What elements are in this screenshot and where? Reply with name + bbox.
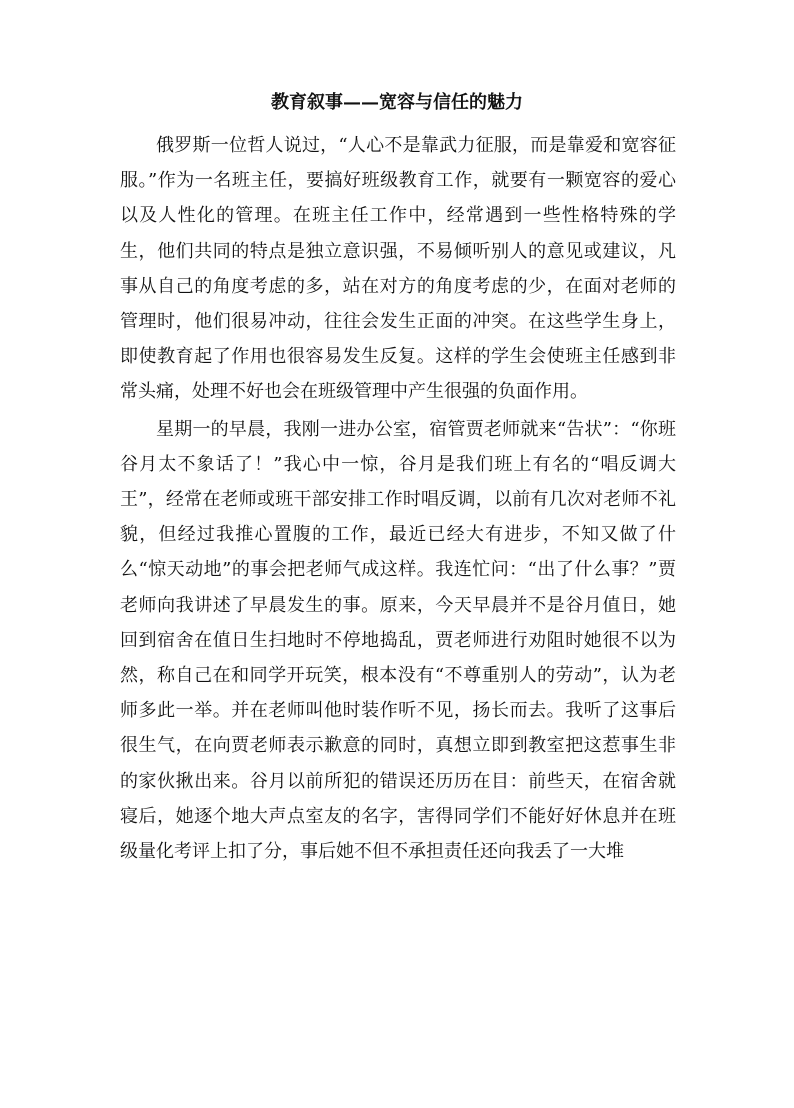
paragraph-intro: 俄罗斯一位哲人说过，“人心不是靠武力征服，而是靠爱和宽容征服。”作为一名班主任，要搞好班级教育工作，就要有一颗宽容的爱心以及人性化的管理。在班主任工作中，经常遇到一些性格特殊的学生，他们共同的特点是独立意识强，不易倾听别人的意见或建议，凡事从自己的角度考虑的多，站在对方的角度考虑的少，在面对老师的管理时，他们很易冲动，往往会发生正面的冲突。在这些学生身上，即使教育起了作用也很容易发生反复。这样的学生会使班主任感到非常头痛，处理不好也会在班级管理中产生很强的负面作用。 <box>120 135 676 403</box>
document-body <box>120 128 676 871</box>
document-title: 教育叙事——宽容与信任的魅力 <box>271 92 523 113</box>
paragraph-story: 星期一的早晨，我刚一进办公室，宿管贾老师就来“告状”：“你班谷月太不象话了！”我心中一惊，谷月是我们班上有名的“唱反调大王”，经常在老师或班干部安排工作时唱反调，以前有几次对老师不礼貌，但经过我推心置腹的工作，最近已经大有进步，不知又做了什么“惊天动地”的事会把老师气成这样。我连忙问：“出了什么事？”贾老师向我讲述了早晨发生的事。原来，今天早晨并不是谷月值日，她回到宿舍在值日生扫地时不停地捣乱，贾老师进行劝阻时她很不以为然，称自己在和同学开玩笑，根本没有“不尊重别人的劳动”，认为老师多此一举。并在老师叫他时装作听不见，扬长而去。我听了这事后很生气，在向贾老师表示歉意的同时，真想立即到教室把这惹事生非的家伙揪出来。谷月以前所犯的错误还历历在目：前些天，在宿舍就寝后，她逐个地大声点室友的名字，害得同学们不能好好休息并在班级量化考评上扣了分，事后她不但不承担责任还向我丢了一大堆 <box>120 418 676 863</box>
